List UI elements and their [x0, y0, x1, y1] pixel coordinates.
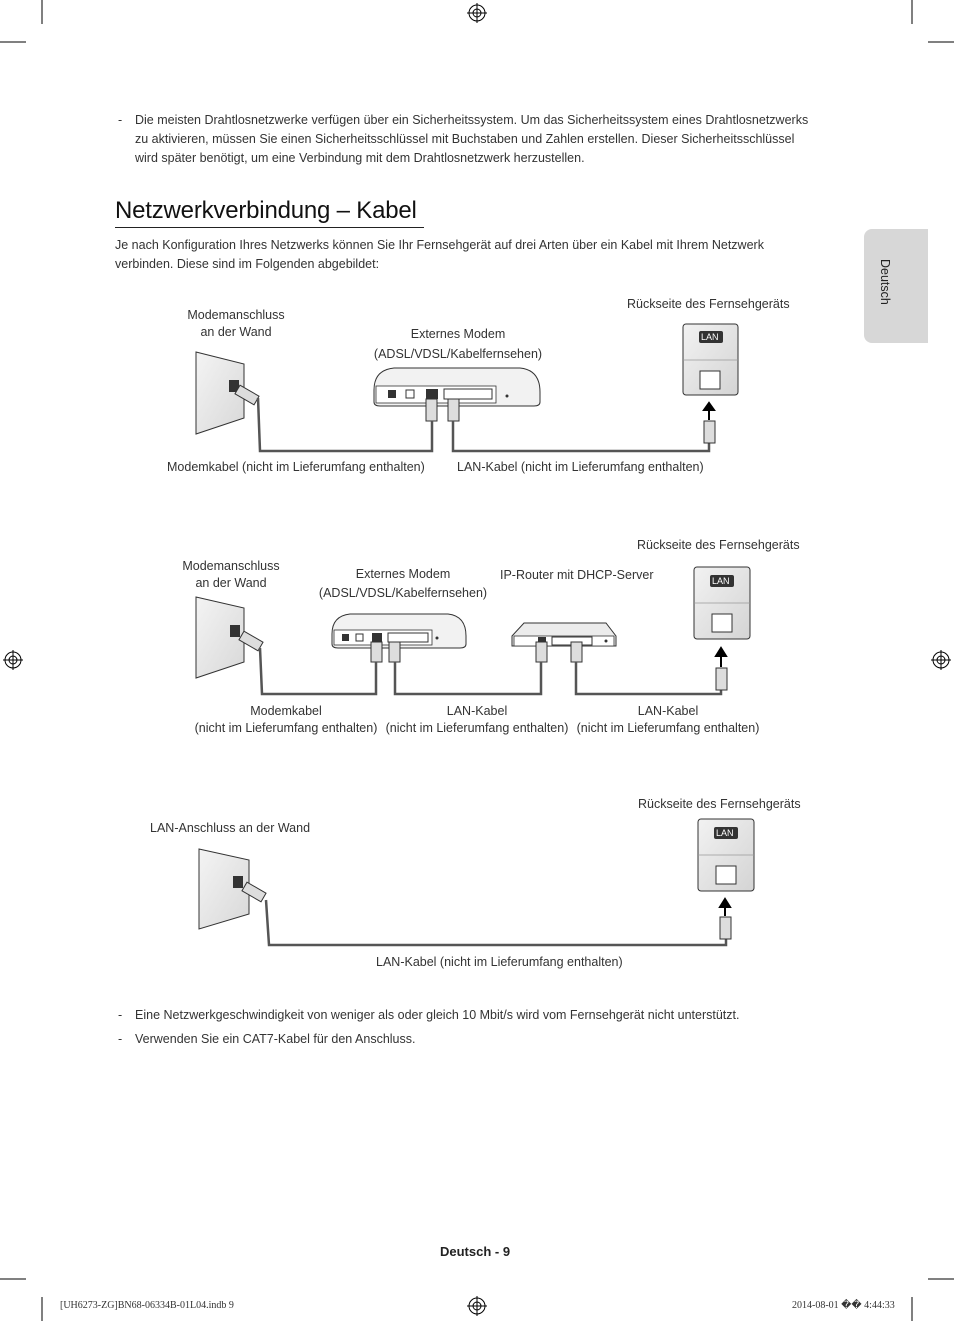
bullet-dash: -: [118, 113, 123, 127]
router-icon: [512, 623, 616, 646]
tv-back-label: Rückseite des Fernsehgeräts: [627, 297, 790, 311]
arrow-up-icon: [716, 648, 726, 667]
lan-cable-label: LAN-Kabel (nicht im Lieferumfang enthalten): [376, 955, 623, 969]
wall-socket-label: [171, 558, 291, 592]
lan-badge: LAN: [701, 332, 719, 342]
lan-cable-label-line2: (nicht im Lieferumfang enthalten): [576, 721, 760, 735]
rj45-plug-icon: [704, 421, 715, 443]
wall-socket-icon: [196, 352, 259, 434]
modem-label-line2: (ADSL/VDSL/Kabelfernsehen): [373, 347, 543, 361]
section-intro: Je nach Konfiguration Ihres Netzwerks können Sie Ihr Fernsehgerät auf drei Arten über ein Kabel mit Ihrem Netzwerk verbinden. Diese sind im Folgenden abgebildet:: [115, 238, 764, 271]
lan-cable-label-line1: LAN-Kabel: [446, 704, 508, 718]
print-date-info: 2014-08-01 �� 4:44:33: [792, 1300, 895, 1311]
wall-socket-icon: [199, 849, 266, 929]
note-text: Verwenden Sie ein CAT7-Kabel für den Anschluss.: [135, 1032, 416, 1046]
modem-cable-label-line2: (nicht im Lieferumfang enthalten): [194, 721, 378, 735]
wall-socket-icon: [196, 597, 263, 678]
lan-badge: LAN: [712, 576, 730, 586]
tv-back-label: Rückseite des Fernsehgeräts: [638, 797, 801, 811]
wall-socket-label-line2: an der Wand: [200, 325, 272, 339]
wall-socket-label-line1: Modemanschluss: [187, 308, 285, 322]
rj45-plug-icon: [720, 917, 731, 939]
modem-label-line2: (ADSL/VDSL/Kabelfernsehen): [318, 586, 488, 600]
modem-cable-label: Modemkabel (nicht im Lieferumfang enthalten): [167, 460, 425, 474]
wall-socket-label: [176, 307, 296, 341]
modem-label: [368, 324, 548, 364]
modem-label-line1: Externes Modem: [410, 327, 506, 341]
wall-socket-label-line1: Modemanschluss: [182, 559, 280, 573]
tv-back-label: Rückseite des Fernsehgeräts: [637, 538, 800, 552]
modem-label: [313, 565, 493, 603]
modem-cable-label-line1: Modemkabel: [250, 704, 322, 718]
lan-cable-label-line2: (nicht im Lieferumfang enthalten): [385, 721, 569, 735]
note-item: [118, 1030, 838, 1049]
modem-cable-label: [190, 703, 382, 737]
note-item: [118, 1006, 838, 1025]
lan-cable-label-line1: LAN-Kabel: [637, 704, 699, 718]
print-file-info: [UH6273-ZG]BN68-06334B-01L04.indb 9: [60, 1300, 234, 1311]
bullet-dash: -: [118, 1008, 123, 1022]
modem-label-line1: Externes Modem: [355, 567, 451, 581]
arrow-up-icon: [720, 899, 730, 916]
lan-cable-label: [572, 703, 764, 737]
lan-wall-socket-label: LAN-Anschluss an der Wand: [150, 821, 311, 835]
lan-cable-label: [381, 703, 573, 737]
side-tab-label: Deutsch: [878, 259, 892, 305]
router-label: IP-Router mit DHCP-Server: [500, 568, 654, 582]
rj45-plug-icon: [716, 668, 727, 690]
lan-cable-label: LAN-Kabel (nicht im Lieferumfang enthalten): [457, 460, 704, 474]
arrow-up-icon: [704, 403, 714, 420]
lan-badge: LAN: [716, 828, 734, 838]
section-title: Netzwerkverbindung – Kabel: [115, 197, 417, 224]
page-number: Deutsch - 9: [440, 1244, 511, 1259]
bullet-dash: -: [118, 1032, 123, 1046]
intro-bullet-text: Die meisten Drahtlosnetzwerke verfügen über ein Sicherheitssystem. Um das Sicherheitssystem eines Drahtlosnetzwerks zu aktivieren, müssen Sie einen Sicherheitsschlüssel mit Buchstaben und Zahlen erstellen. Dieser Sicherheitsschlüssel wird später benötigt, um eine Verbindung mit dem Drahtlosnetzwerk herzustellen.: [135, 113, 809, 165]
note-text: Eine Netzwerkgeschwindigkeit von weniger als oder gleich 10 Mbit/s wird vom Fernsehgerät nicht unterstützt.: [135, 1008, 740, 1022]
wall-socket-label-line2: an der Wand: [195, 576, 267, 590]
